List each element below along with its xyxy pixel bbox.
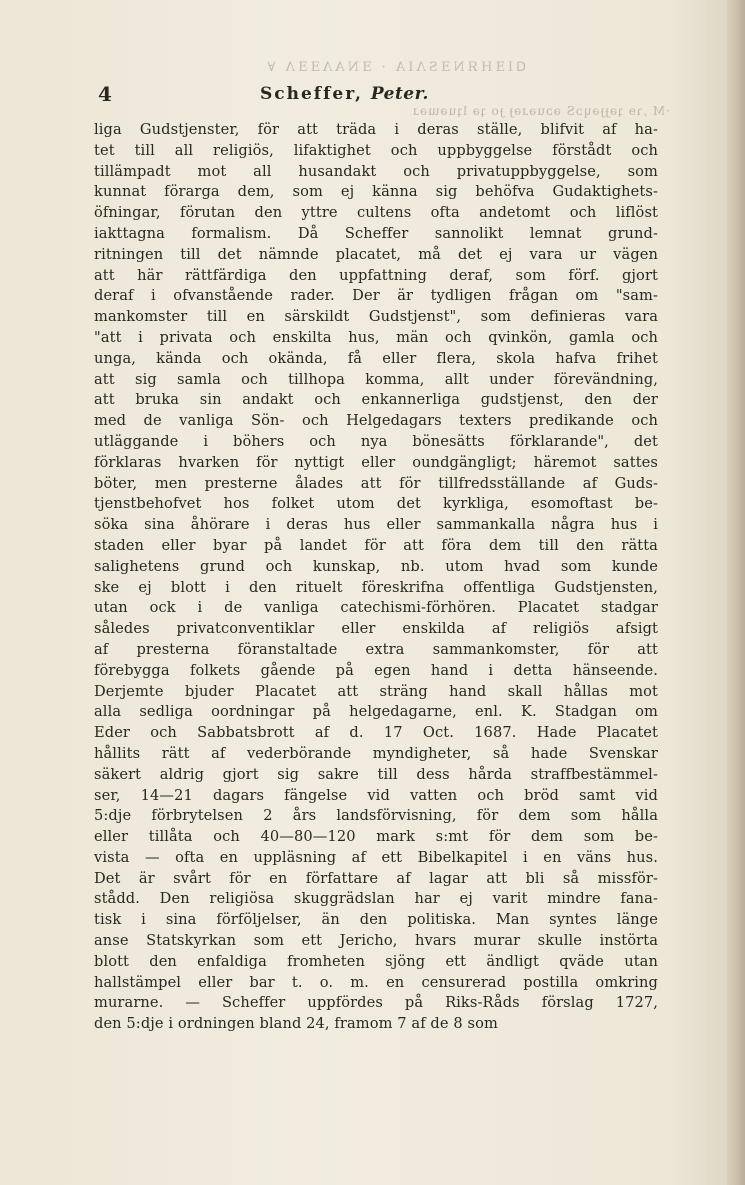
text-line: tillämpadt mot all husandakt och privatuppbyggelse, som <box>94 162 658 180</box>
page-edge-shadow <box>727 0 745 1185</box>
text-line: 5:dje förbrytelsen 2 års landsförvisning, för dem som hålla <box>94 807 658 825</box>
text-line: utan ock i de vanliga catechismi-förhören. Placatet stadgar <box>94 599 658 617</box>
text-line: kunnat förarga dem, som ej känna sig behöfva Gudaktighets- <box>94 183 658 201</box>
text-line: mankomster till en särskildt Gudstjenst", som definieras vara <box>94 308 658 326</box>
text-line: hållits rätt af vederbörande myndigheter, så hade Svenskar <box>94 744 658 762</box>
text-line: Eder och Sabbatsbrott af d. 17 Oct. 1687. Hade Placatet <box>94 724 658 742</box>
text-line: ser, 14—21 dagars fängelse vid vatten och bröd samt vid <box>94 786 658 804</box>
text-line: "att i privata och enskilta hus, män och qvinkön, gamla och <box>94 328 658 346</box>
text-line: af presterna föranstaltade extra sammankomster, för att <box>94 640 658 658</box>
running-head-given: Peter. <box>370 84 429 104</box>
page-header <box>98 82 670 106</box>
text-line: hallstämpel eller bar t. o. m. en censurerad postilla omkring <box>94 973 658 991</box>
text-line: öfningar, förutan den yttre cultens ofta andetomt och liflöst <box>94 204 658 222</box>
text-line: Det är svårt för en författare af lagar att bli så missför- <box>94 869 658 887</box>
text-line: att sig samla och tillhopa komma, allt under förevändning, <box>94 370 658 388</box>
text-line: med de vanliga Sön- och Helgedagars texters predikande och <box>94 412 658 430</box>
text-line: eller tillåta och 40—80—120 mark s:mt för dem som be- <box>94 828 658 846</box>
text-line: salighetens grund och kunskap, nb. utom hvad som kunde <box>94 557 658 575</box>
text-line: säkert aldrig gjort sig sakre till dess hårda straffbestämmel- <box>94 765 658 783</box>
text-line: vista — ofta en uppläsning af ett Bibelkapitel i en väns hus. <box>94 848 658 866</box>
text-line: stådd. Den religiösa skuggrädslan har ej varit mindre fana- <box>94 890 658 908</box>
text-line: således privatconventiklar eller enskilda af religiös afsigt <box>94 620 658 638</box>
text-line: deraf i ofvanstående rader. Der är tydligen frågan om "sam- <box>94 287 658 305</box>
text-line: unga, kända och okända, få eller flera, skola hafva frihet <box>94 349 658 367</box>
text-line: staden eller byar på landet för att föra dem till den rätta <box>94 536 658 554</box>
text-line: anse Statskyrkan som ett Jericho, hvars murar skulle instörta <box>94 932 658 950</box>
text-line: blott den enfaldiga fromheten sjöng ett ändligt qväde utan <box>94 952 658 970</box>
text-line: söka sina åhörare i deras hus eller sammankalla några hus i <box>94 516 658 534</box>
text-line: liga Gudstjenster, för att träda i deras ställe, blifvit af ha- <box>94 121 658 138</box>
text-line: böter, men presterne ålades att för tillfredsställande af Guds- <box>94 474 658 492</box>
text-line: förklaras hvarken för nyttigt eller oundgängligt; häremot sattes <box>94 453 658 471</box>
text-line: murarne. — Scheffer uppfördes på Riks-Råds förslag 1727, <box>94 994 658 1012</box>
text-line: alla sedliga oordningar på helgedagarne, enl. K. Stadgan om <box>94 703 658 721</box>
text-line: iakttagna formalism. Då Scheffer sannolikt lemnat grund- <box>94 224 658 242</box>
text-line: ske ej blott i den rituelt föreskrifna offentliga Gudstjensten, <box>94 578 658 596</box>
running-head <box>260 84 429 104</box>
body-text <box>94 120 658 1035</box>
text-line: tet till all religiös, lifaktighet och uppbyggelse förstådt och <box>94 141 658 159</box>
text-line: Derjemte bjuder Placatet att sträng hand skall hållas mot <box>94 682 658 700</box>
show-through-text-2: ·M ,ɿɘ ʇǝɟɟǝɥɔS ǝɔuǝɹǝɟ ɟo ʇǝ lʇuǝɯǝɹ <box>411 104 670 118</box>
text-line: tisk i sina förföljelser, än den politiska. Man syntes länge <box>94 911 658 929</box>
text-line: att här rättfärdiga den uppfattning deraf, som förf. gjort <box>94 266 658 284</box>
page-number: 4 <box>98 82 112 106</box>
show-through-text: ᗡIƎHЯNƎSɅIA · ƎNAɅƎƎɅ ∀ <box>264 60 526 75</box>
running-head-surname: Scheffer, <box>260 84 363 104</box>
text-line: ritningen till det nämnde placatet, må det ej vara ur vägen <box>94 245 658 263</box>
text-line: att bruka sin andakt och enkannerliga gudstjenst, den der <box>94 391 658 409</box>
text-line: utläggande i böhers och nya bönesätts förklarande", det <box>94 432 658 450</box>
text-line: tjenstbehofvet hos folket utom det kyrkliga, esomoftast be- <box>94 495 658 513</box>
text-line: den 5:dje i ordningen bland 24, framom 7 af de 8 som <box>94 1015 498 1033</box>
text-line: förebygga folkets gående på egen hand i detta hänseende. <box>94 661 658 679</box>
